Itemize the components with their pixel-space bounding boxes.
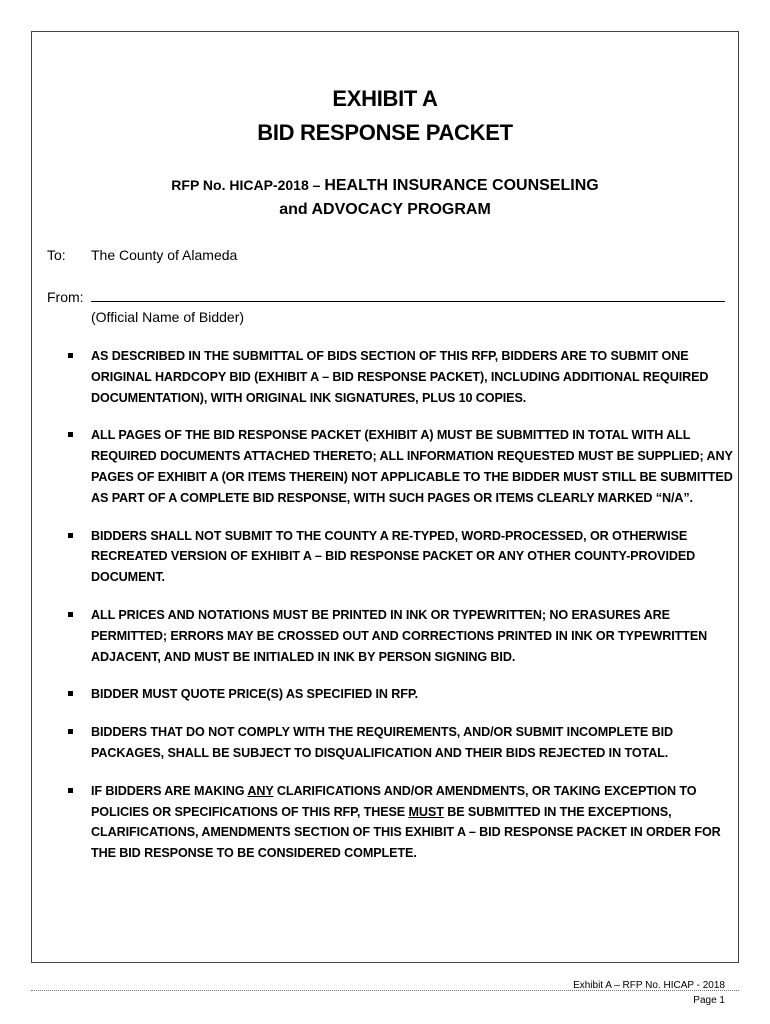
rfp-program-title-line2: and ADVOCACY PROGRAM xyxy=(279,201,491,218)
emphasis-any: ANY xyxy=(247,783,274,798)
instruction-text: ALL PAGES OF THE BID RESPONSE PACKET (EXHIBIT A) MUST BE SUBMITTED IN TOTAL WITH ALL REQUIRED DOCUMENTS ATTACHED THERETO; ALL INFORMATION REQUESTED MUST BE SUPPLIED; ANY PAGES OF EXHIBIT A (OR ITEMS THEREIN) NOT APPLICABLE TO THE BIDDER MUST STILL BE SUBMITTED AS PART OF A COMPLETE BID RESPONSE, WITH SUCH PAGES OR ITEMS CLEARLY MARKED “N/A”. xyxy=(91,428,733,505)
list-item xyxy=(64,722,734,764)
square-bullet-icon xyxy=(68,612,73,617)
instruction-text: AS DESCRIBED IN THE SUBMITTAL OF BIDS SECTION OF THIS RFP, BIDDERS ARE TO SUBMIT ONE ORIGINAL HARDCOPY BID (EXHIBIT A – BID RESPONSE PACKET), INCLUDING ADDITIONAL REQUIRED DOCUMENTATION), WITH ORIGINAL INK SIGNATURES, PLUS 10 COPIES. xyxy=(91,349,709,405)
list-item xyxy=(64,781,734,864)
square-bullet-icon xyxy=(68,533,73,538)
list-item xyxy=(64,346,734,408)
list-item xyxy=(64,684,734,705)
bidder-name-field[interactable] xyxy=(91,301,725,302)
rfp-number: RFP No. HICAP-2018 – xyxy=(171,177,325,193)
to-value: The County of Alameda xyxy=(91,247,238,263)
list-item xyxy=(64,425,734,508)
list-item xyxy=(64,605,734,667)
list-item xyxy=(64,526,734,588)
exhibit-title: EXHIBIT A xyxy=(332,86,438,111)
instruction-text-part: IF BIDDERS ARE MAKING xyxy=(91,783,248,798)
bidder-name-caption: (Official Name of Bidder) xyxy=(91,309,245,325)
instruction-text xyxy=(91,784,721,860)
square-bullet-icon xyxy=(68,353,73,358)
footer-document-id: Exhibit A – RFP No. HICAP - 2018 xyxy=(573,980,725,991)
instruction-text: BIDDERS THAT DO NOT COMPLY WITH THE REQUIREMENTS, AND/OR SUBMIT INCOMPLETE BID PACKAGES, SHALL BE SUBJECT TO DISQUALIFICATION AND THEIR BIDS REJECTED IN TOTAL. xyxy=(91,725,674,760)
packet-title: BID RESPONSE PACKET xyxy=(257,120,513,145)
instruction-text: BIDDER MUST QUOTE PRICE(S) AS SPECIFIED IN RFP. xyxy=(91,687,418,702)
footer-divider xyxy=(31,990,739,991)
from-label: From: xyxy=(47,289,84,305)
square-bullet-icon xyxy=(68,691,73,696)
instruction-text: BIDDERS SHALL NOT SUBMIT TO THE COUNTY A RE-TYPED, WORD-PROCESSED, OR OTHERWISE RECREATED VERSION OF EXHIBIT A – BID RESPONSE PACKET OR ANY OTHER COUNTY-PROVIDED DOCUMENT. xyxy=(91,528,696,585)
square-bullet-icon xyxy=(68,788,73,793)
square-bullet-icon xyxy=(68,729,73,734)
instruction-text-part: CLARIFICATIONS AND/OR AMENDMENTS, OR TAKING EXCEPTION TO POLICIES OR SPECIFICATIONS OF THIS RFP, THESE xyxy=(91,783,697,819)
instruction-text-part: BE SUBMITTED IN THE EXCEPTIONS, CLARIFICATIONS, AMENDMENTS SECTION OF THIS EXHIBIT A – BID RESPONSE PACKET IN ORDER FOR THE BID RESPONSE TO BE CONSIDERED COMPLETE. xyxy=(91,804,721,861)
emphasis-must: MUST xyxy=(408,804,444,819)
instruction-text: ALL PRICES AND NOTATIONS MUST BE PRINTED IN INK OR TYPEWRITTEN; NO ERASURES ARE PERMITTED; ERRORS MAY BE CROSSED OUT AND CORRECTIONS PRINTED IN INK OR TYPEWRITTEN ADJACENT, AND MUST BE INITIALED IN INK BY PERSON SIGNING BID. xyxy=(91,607,708,664)
square-bullet-icon xyxy=(68,432,73,437)
rfp-heading xyxy=(0,174,770,197)
instructions-list xyxy=(64,346,734,881)
rfp-program-title: HEALTH INSURANCE COUNSELING xyxy=(324,177,599,194)
to-label: To: xyxy=(47,247,66,263)
footer-page-number: Page 1 xyxy=(693,995,725,1006)
